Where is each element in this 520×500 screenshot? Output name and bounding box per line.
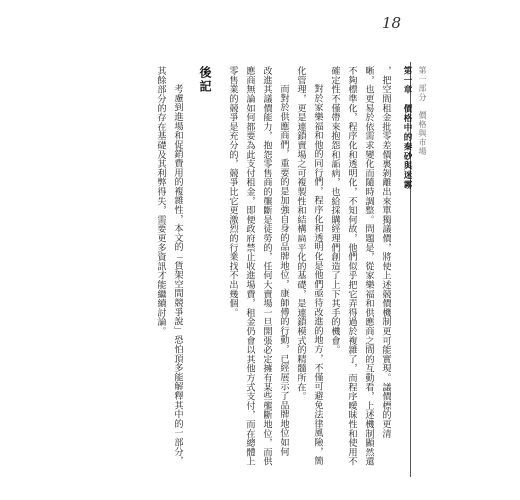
text-column: 確定性不僅帶來抱怨和詬病，也給採購經理們創造了上下其手的機會。 <box>329 66 340 355</box>
text-column: 不夠標準化，程序化和透明化，不知何故，他們似乎把它弄得過於複雜了，而程序曖昧性和使用不 <box>346 66 357 466</box>
text-column: 應商無論如何都要為此支付租金，即便政府禁止收進場費，租金仍會以其他方式支付，而在總體上 <box>244 66 255 466</box>
section-heading: 後記 <box>198 66 212 94</box>
running-head-part: 第一部分 價格與市場 <box>418 66 427 156</box>
running-head-chapter: 第一章 價格中的秦砂與迷霧 <box>402 66 412 190</box>
text-column: 零售業的競爭是充分的，競爭比它更激烈的行業找不出幾個。 <box>227 66 238 318</box>
text-column: 晰，也更易於依需求變化而隨時調整。問題是，從家樂福和供應商之間的互動看，上述機制顯然還 <box>363 66 374 466</box>
text-column: 改進其議價能力，抱怨零售商的壟斷是徒勞的，任何大賣場一旦開張必定擁有某些壟斷地位，而供 <box>261 66 272 466</box>
text-column: 考慮到進場和促銷費用的複雜性，本文的「貨架空間競爭說」恐怕頂多能解釋其中的一部分， <box>172 84 183 466</box>
text-column: 對於家樂福和他的同行們，程序化和透明化是他們亟待改進的地方，不僅可避免法律風險，簡 <box>312 84 323 466</box>
text-column: 而對於供應商們，重要的是加強自身的品牌地位，康師傅的行動，已經展示了品牌地位如何 <box>278 84 289 456</box>
text-column: ，把空間租金批零差價裏剝離出來單獨議價，將使上述競價機制更可能實現。議價標的更清 <box>380 66 391 438</box>
text-column: 其餘部分的存在基礎及其利弊得失，需要更多資訊才能繼續討論。 <box>155 66 166 336</box>
text-column: 化管理，更是連鎖賣場之可複製性和結構扁平化的基礎，是連鎖模式的精髓所在。 <box>295 66 306 401</box>
page-number: 18 <box>382 14 402 32</box>
